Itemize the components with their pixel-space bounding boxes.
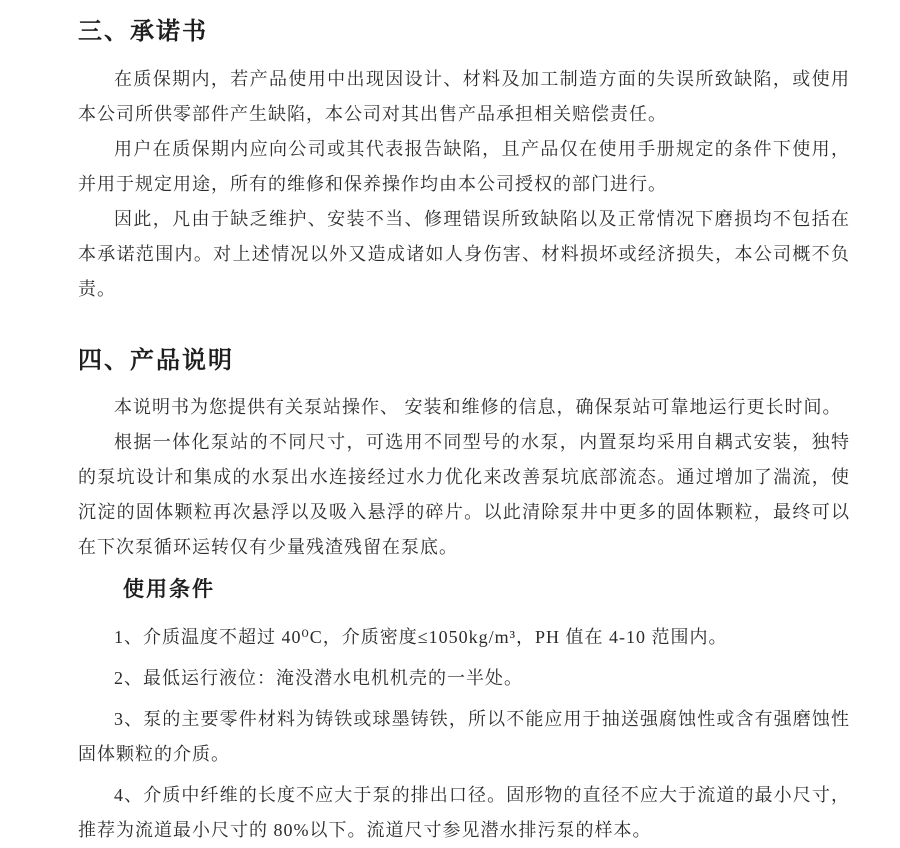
usage-condition-item-3: 3、泵的主要零件材料为铸铁或球墨铸铁，所以不能应用于抽送强腐蚀性或含有强磨蚀性固体颗粒的介质。 bbox=[78, 709, 850, 764]
usage-condition-item-1: 1、介质温度不超过 40⁰C，介质密度≤1050kg/m³，PH 值在 4-10 范围内。 bbox=[114, 627, 728, 647]
product-description-paragraph-2: 根据一体化泵站的不同尺寸，可选用不同型号的水泵，内置泵均采用自耦式安装，独特的泵坑设计和集成的水泵出水连接经过水力优化来改善泵坑底部流态。通过增加了湍流，使沉淀的固体颗粒再次悬浮以及吸入悬浮的碎片。以此清除泵井中更多的固体颗粒，最终可以在下次泵循环运转仅有少量残渣残留在泵底。 bbox=[78, 432, 850, 557]
product-description-paragraph-1: 本说明书为您提供有关泵站操作、 安装和维修的信息，确保泵站可靠地运行更长时间。 bbox=[114, 397, 842, 417]
section-heading-product-description: 四、产品说明 bbox=[78, 347, 234, 374]
usage-condition-item-4: 4、介质中纤维的长度不应大于泵的排出口径。固形物的直径不应大于流道的最小尺寸，推荐为流道最小尺寸的 80%以下。流道尺寸参见潜水排污泵的样本。 bbox=[78, 785, 850, 840]
section-heading-commitment: 三、承诺书 bbox=[78, 18, 208, 45]
usage-condition-item-2: 2、最低运行液位：淹没潜水电机机壳的一半处。 bbox=[114, 668, 523, 688]
commitment-paragraph-3: 因此，凡由于缺乏维护、安装不当、修理错误所致缺陷以及正常情况下磨损均不包括在本承诺范围内。对上述情况以外又造成诸如人身伤害、材料损坏或经济损失，本公司概不负责。 bbox=[78, 209, 850, 299]
commitment-paragraph-1: 在质保期内，若产品使用中出现因设计、材料及加工制造方面的失误所致缺陷，或使用本公司所供零部件产生缺陷，本公司对其出售产品承担相关赔偿责任。 bbox=[78, 69, 850, 124]
subheading-usage-conditions: 使用条件 bbox=[123, 578, 215, 601]
commitment-paragraph-2: 用户在质保期内应向公司或其代表报告缺陷，且产品仅在使用手册规定的条件下使用，并用于规定用途，所有的维修和保养操作均由本公司授权的部门进行。 bbox=[78, 139, 850, 194]
